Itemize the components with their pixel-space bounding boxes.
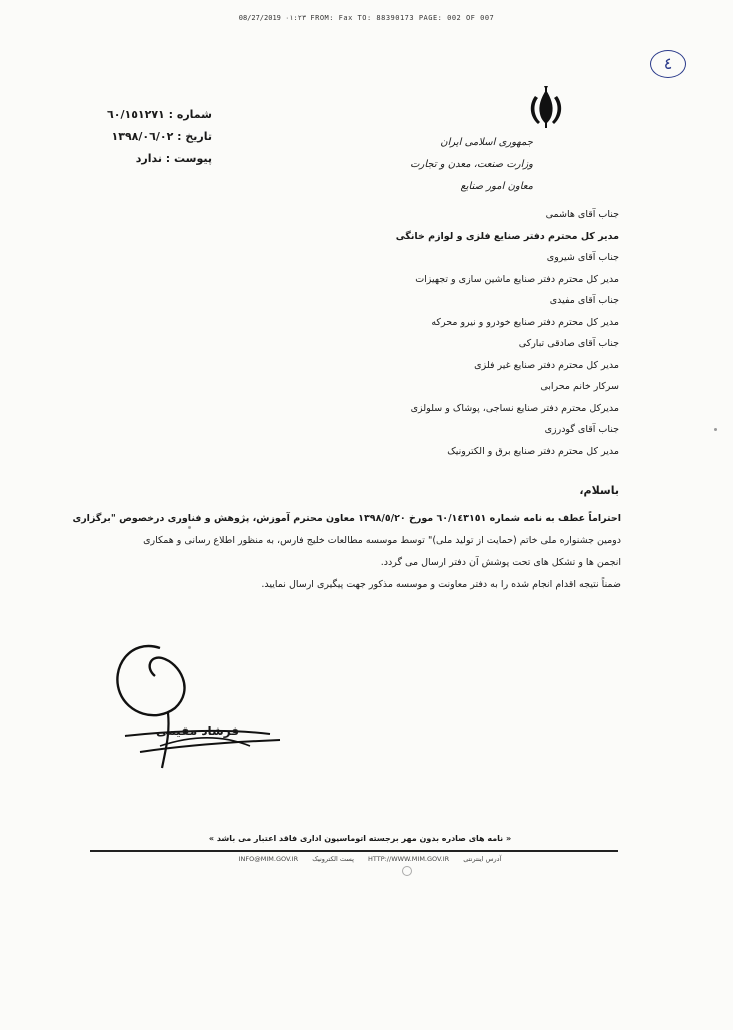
letter-attachment: پیوست : ندارد (135, 152, 212, 165)
body-line: احتراماً عطف به نامه شماره ٦٠/١٤٣١٥١ مورخ ١٣٩٨/٥/٢٠ معاون محترم آموزش، پژوهش و فناوری درخصوص "برگزاری (72, 513, 621, 524)
recipient-role: مدیر کل محترم دفتر صنایع فلزی و لوازم خانگی (395, 230, 619, 242)
scan-speck (714, 428, 717, 431)
footer-email: INFO@MIM.GOV.IR (238, 855, 299, 863)
greeting: باسلام، (579, 484, 619, 497)
recipient-title: سرکار خانم محرابی (540, 381, 619, 392)
recipient-role: مدیر کل محترم دفتر صنایع ماشین سازی و تجهیزات (415, 273, 619, 285)
body-line: ضمناً نتیجه اقدام انجام شده را به دفتر معاونت و موسسه مذکور جهت پیگیری ارسال نمایید. (261, 579, 621, 590)
recipients-list (299, 204, 619, 462)
letter-date: تاریخ : ١٣٩٨/٠٦/٠٢ (111, 130, 212, 143)
footer-divider (90, 850, 618, 852)
body-line: دومین جشنواره ملی خاتم (حمایت از تولید ملی)" توسط موسسه مطالعات خلیج فارس، به منظور اطلاع رسانی و همکاری (143, 535, 621, 546)
recipient-title: جناب آقای صادقی تبارکی (518, 338, 619, 349)
recipient-role: مدیرکل محترم دفتر صنایع نساجی، پوشاک و سلولزی (410, 402, 619, 414)
footer-contact (200, 855, 540, 863)
stamp-mark (402, 866, 412, 876)
scan-speck (188, 526, 191, 529)
recipient-title: جناب آقای هاشمی (545, 209, 619, 220)
letter-body (72, 508, 621, 596)
letter-meta (107, 104, 212, 170)
recipient-role: مدیر کل محترم دفتر صنایع غیر فلزی (474, 359, 619, 371)
recipient-role: مدیر کل محترم دفتر صنایع برق و الکترونیک (447, 445, 619, 457)
page-number-circle: ٤ (650, 50, 686, 78)
iran-emblem-icon (526, 86, 566, 130)
recipient-title: جناب آقای مفیدی (549, 295, 619, 306)
footer-website-label: آدرس اینترنتی (463, 855, 502, 863)
handwritten-signature (100, 628, 290, 778)
signatory-name: فرشاد مقیمی (156, 724, 240, 738)
ministry-header (373, 132, 533, 198)
footer-validity-note: « نامه های صادره بدون مهر برجسته اتوماسیون اداری فاقد اعتبار می باشد » (208, 834, 512, 843)
recipient-title: جناب آقای شیروی (546, 252, 619, 263)
recipient-role: مدیر کل محترم دفتر صنایع خودرو و نیرو محرکه (431, 316, 619, 328)
footer-website: HTTP://WWW.MIM.GOV.IR (367, 855, 450, 863)
letter-number: شماره : ٦٠/١٥١٢٧١ (107, 108, 212, 121)
ministry-line-country: جمهوری اسلامی ایران (440, 137, 533, 148)
recipient-title: جناب آقای گودرزی (544, 424, 619, 435)
body-line: انجمن ها و تشکل های تحت پوشش آن دفتر ارسال می گردد. (380, 557, 621, 568)
footer-email-label: پست الکترونیک (312, 855, 354, 863)
ministry-line-ministry: وزارت صنعت، معدن و تجارت (410, 159, 533, 170)
fax-header: 08/27/2019 ٠١:٢٣ FROM: Fax TO: 88390173 PAGE: 002 OF 007 (238, 14, 495, 22)
ministry-line-deputy: معاون امور صنایع (460, 181, 533, 192)
